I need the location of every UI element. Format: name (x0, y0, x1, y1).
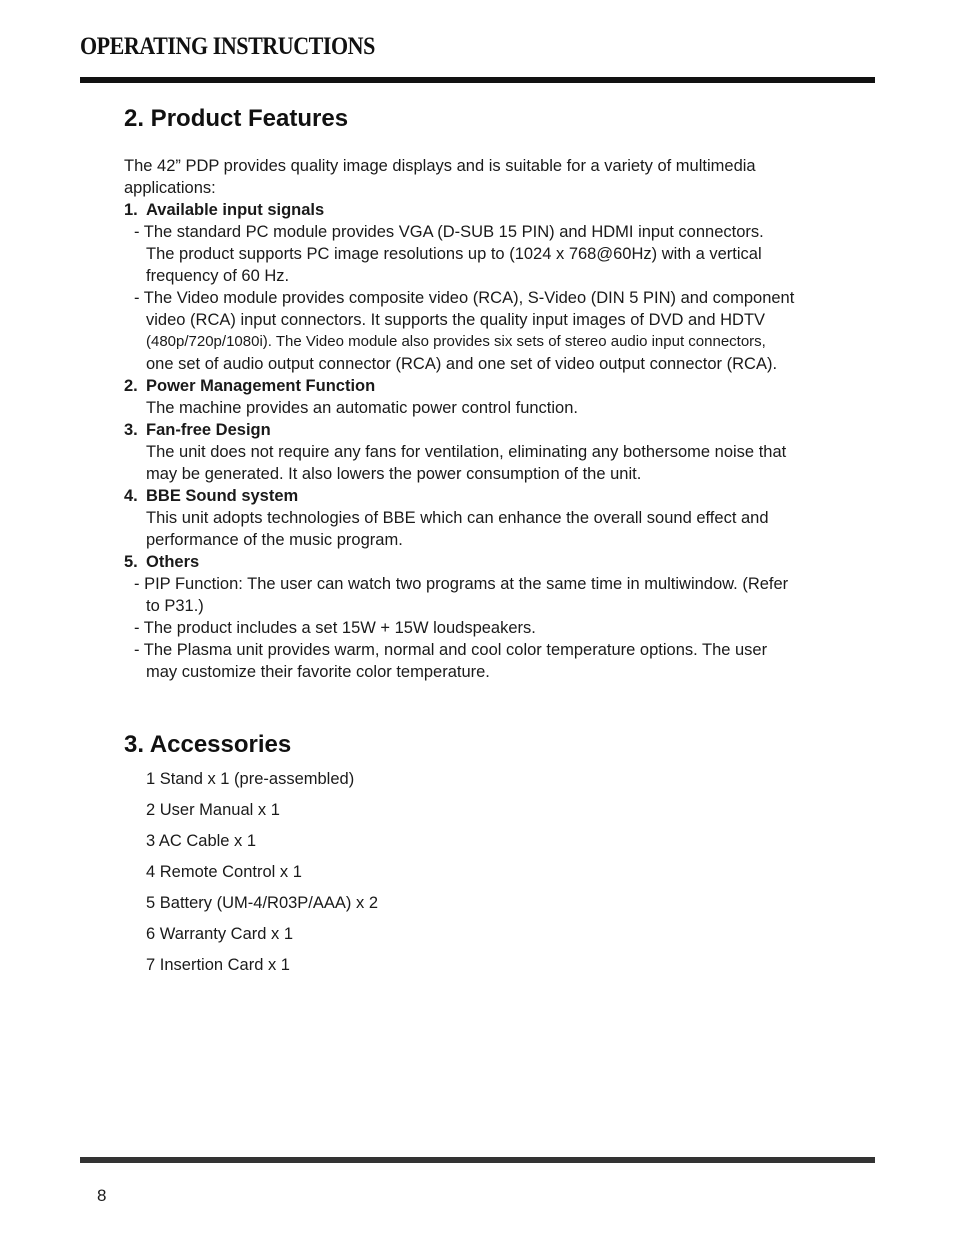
feature-line: The product supports PC image resolutions up to (1024 x 768@60Hz) with a vertical (146, 245, 762, 263)
feature-heading-text: BBE Sound system (146, 487, 299, 505)
page-header-title: OPERATING INSTRUCTIONS (80, 33, 375, 60)
feature-heading (124, 551, 834, 573)
feature-line: may customize their favorite color temperature. (146, 663, 490, 681)
feature-line: to P31.) (146, 597, 204, 615)
accessory-item: 1 Stand x 1 (pre-assembled) (146, 770, 355, 788)
feature-line: performance of the music program. (146, 531, 403, 549)
accessory-item: 2 User Manual x 1 (146, 801, 280, 819)
product-features-body (124, 155, 834, 683)
feature-heading-text: Fan-free Design (146, 421, 271, 439)
feature-heading (124, 375, 834, 397)
page-number: 8 (97, 1186, 107, 1205)
feature-line: - The standard PC module provides VGA (D-SUB 15 PIN) and HDMI input connectors. (134, 223, 764, 241)
accessory-item: 7 Insertion Card x 1 (146, 956, 290, 974)
feature-heading (124, 199, 834, 221)
accessory-item: 5 Battery (UM-4/R03P/AAA) x 2 (146, 894, 378, 912)
feature-heading (124, 419, 834, 441)
feature-heading-text: Available input signals (146, 201, 325, 219)
feature-line: frequency of 60 Hz. (146, 267, 290, 285)
feature-number: 4. (124, 487, 138, 505)
feature-line: may be generated. It also lowers the power consumption of the unit. (146, 465, 642, 483)
feature-line: - The product includes a set 15W + 15W loudspeakers. (134, 619, 536, 637)
feature-line: video (RCA) input connectors. It supports the quality input images of DVD and HDTV (146, 311, 766, 329)
feature-number: 1. (124, 201, 138, 219)
feature-number: 5. (124, 553, 138, 571)
product-features-title: 2. Product Features (124, 105, 349, 132)
feature-line: This unit adopts technologies of BBE which can enhance the overall sound effect and (146, 509, 769, 527)
feature-line: (480p/720p/1080i). The Video module also provides six sets of stereo audio input connectors, (146, 333, 766, 350)
feature-heading-text: Power Management Function (146, 377, 376, 395)
feature-heading (124, 485, 834, 507)
header-rule (80, 77, 875, 83)
accessory-item: 4 Remote Control x 1 (146, 863, 302, 881)
intro-line: The 42” PDP provides quality image displays and is suitable for a variety of multimedia (124, 157, 756, 175)
feature-line: - The Video module provides composite video (RCA), S-Video (DIN 5 PIN) and component (134, 289, 795, 307)
footer-rule (80, 1157, 875, 1163)
accessory-item: 6 Warranty Card x 1 (146, 925, 294, 943)
accessory-item: 3 AC Cable x 1 (146, 832, 257, 850)
feature-number: 3. (124, 421, 138, 439)
accessories-list (146, 768, 378, 985)
intro-line: applications: (124, 179, 216, 197)
feature-line: - The Plasma unit provides warm, normal and cool color temperature options. The user (134, 641, 768, 659)
feature-line: The machine provides an automatic power control function. (146, 399, 578, 417)
accessories-title: 3. Accessories (124, 731, 292, 758)
feature-number: 2. (124, 377, 138, 395)
feature-line: one set of audio output connector (RCA) and one set of video output connector (RCA). (146, 355, 778, 373)
feature-line: The unit does not require any fans for ventilation, eliminating any bothersome noise that (146, 443, 787, 461)
feature-line: - PIP Function: The user can watch two programs at the same time in multiwindow. (Refer (134, 575, 789, 593)
feature-heading-text: Others (146, 553, 200, 571)
